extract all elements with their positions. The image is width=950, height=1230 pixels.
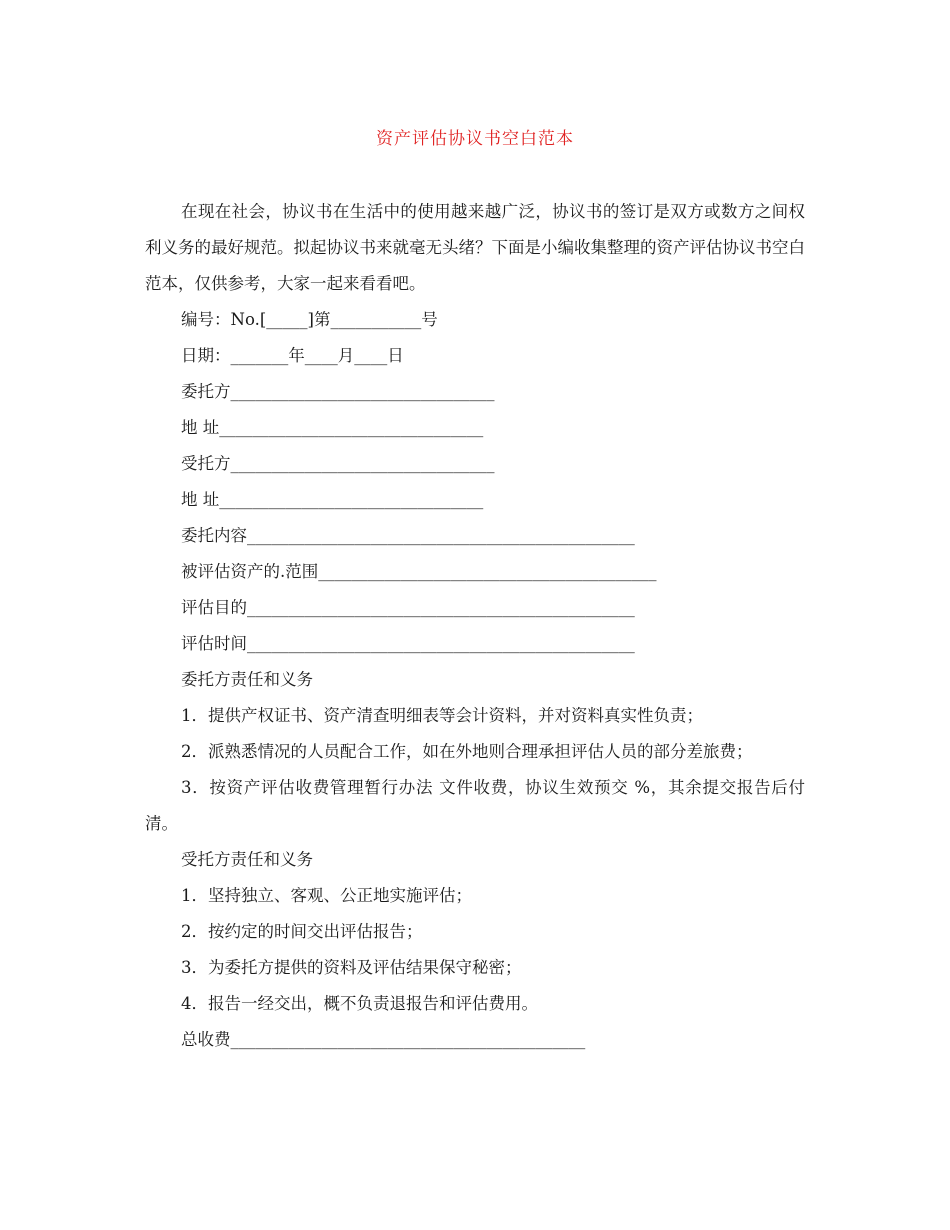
field-date: 日期：_______年____月____日 bbox=[181, 346, 404, 365]
client-duty-item: 3．按资产评估收费管理暂行办法 文件收费，协议生效预交 %，其余提交报告后付清。 bbox=[145, 778, 805, 833]
trustee-duty-item: 1．坚持独立、客观、公正地实施评估； bbox=[181, 886, 472, 905]
intro-paragraph: 在现在社会，协议书在生活中的使用越来越广泛，协议书的签订是双方或数方之间权利义务的最好规范。拟起协议书来就毫无头绪？下面是小编收集整理的资产评估协议书空白范本，仅供参考，大家一起来看看吧。 bbox=[145, 202, 805, 293]
field-content: 委托内容_______________________________________________ bbox=[181, 526, 635, 545]
trustee-duty-item: 3．为委托方提供的资料及评估结果保守秘密； bbox=[181, 958, 522, 977]
client-duty-item: 1．提供产权证书、资产清查明细表等会计资料，并对资料真实性负责； bbox=[181, 706, 703, 725]
field-scope: 被评估资产的.范围_________________________________________ bbox=[181, 562, 657, 581]
trustee-duty-item: 2．按约定的时间交出评估报告； bbox=[181, 922, 423, 941]
trustee-duties-heading: 受托方责任和义务 bbox=[181, 850, 313, 869]
client-duties-heading: 委托方责任和义务 bbox=[181, 670, 313, 689]
field-number: 编号：No.[_____]第___________号 bbox=[181, 310, 438, 329]
field-trustee: 受托方________________________________ bbox=[181, 454, 495, 473]
field-total-fee: 总收费___________________________________________ bbox=[181, 1030, 586, 1049]
field-purpose: 评估目的_______________________________________________ bbox=[181, 598, 635, 617]
field-time: 评估时间_______________________________________________ bbox=[181, 634, 635, 653]
trustee-duty-item: 4．报告一经交出，概不负责退报告和评估费用。 bbox=[181, 994, 538, 1013]
field-client: 委托方________________________________ bbox=[181, 382, 495, 401]
field-client-address: 地 址________________________________ bbox=[181, 418, 484, 437]
client-duty-item: 2．派熟悉情况的人员配合工作，如在外地则合理承担评估人员的部分差旅费； bbox=[181, 742, 753, 761]
field-trustee-address: 地 址________________________________ bbox=[181, 490, 484, 509]
document-body bbox=[145, 194, 805, 1058]
document-title: 资产评估协议书空白范本 bbox=[376, 129, 574, 149]
